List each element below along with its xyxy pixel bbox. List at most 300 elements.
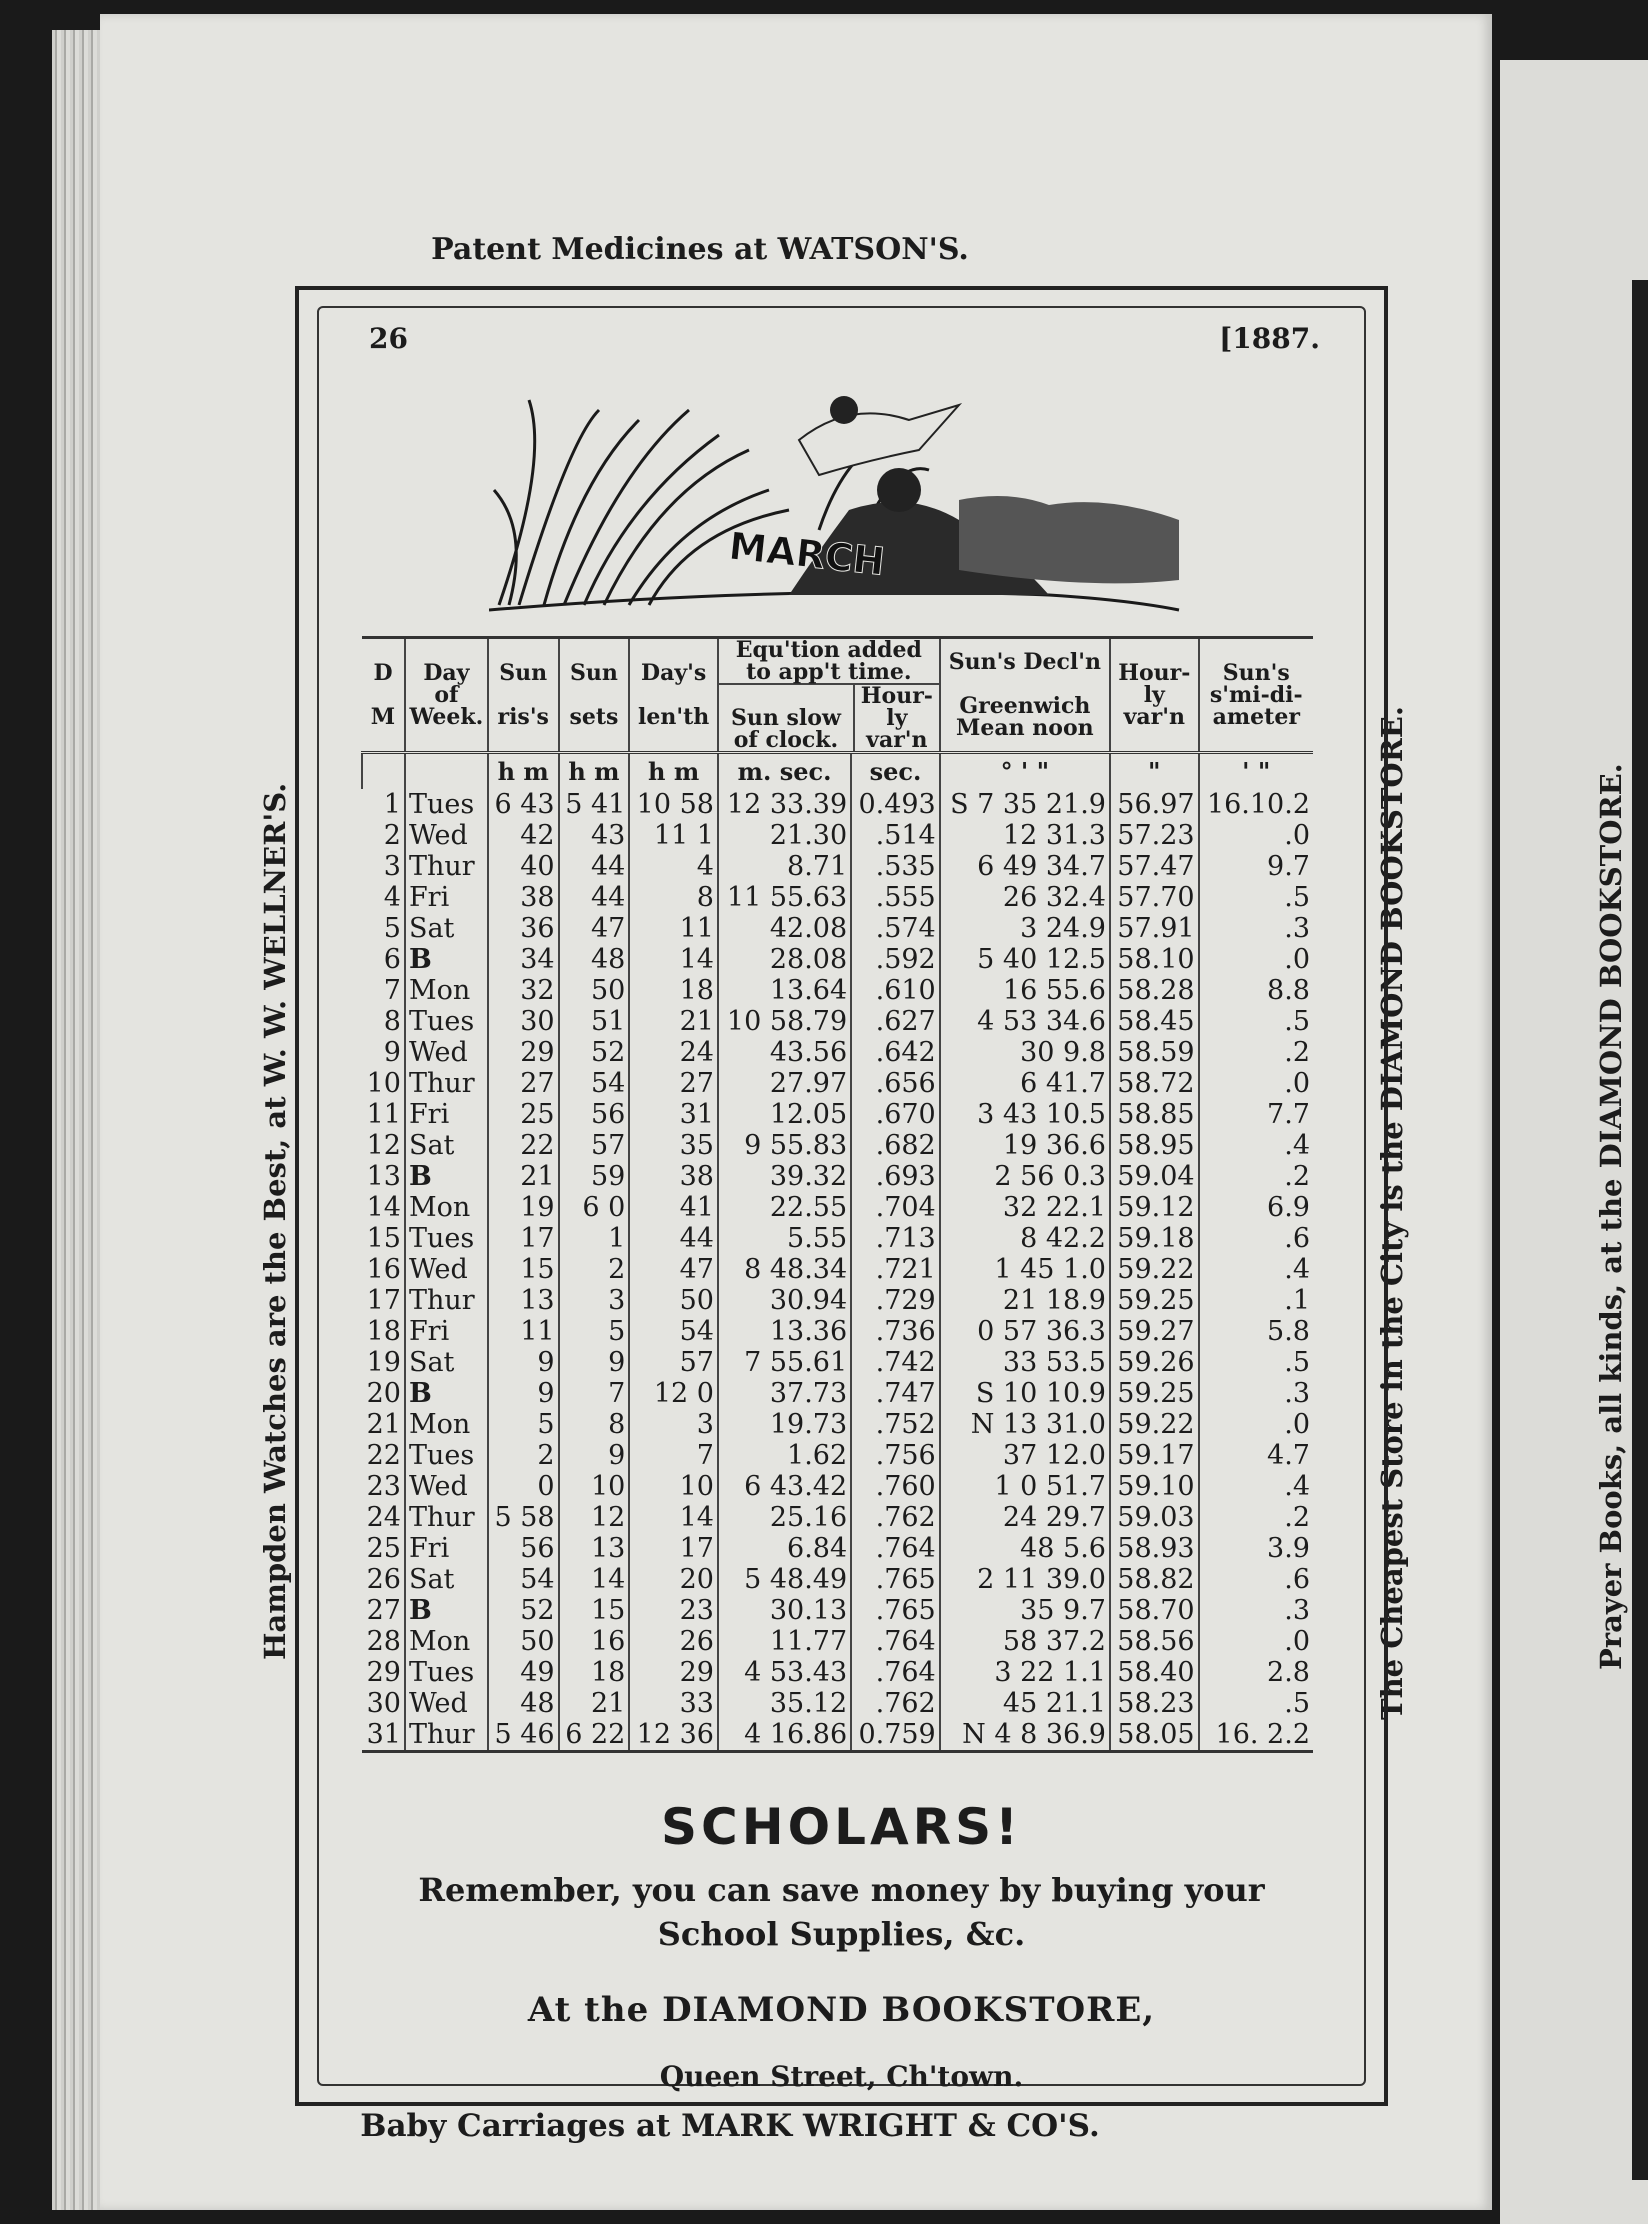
- decl-hourly-var-cell: 58.23: [1110, 1688, 1199, 1719]
- day-of-week-cell: Sat: [405, 1564, 488, 1595]
- sun-slow-cell: 6 43.42: [718, 1471, 851, 1502]
- sunrise-cell: 11: [488, 1316, 559, 1347]
- day-length-cell: 26: [629, 1626, 718, 1657]
- day-length-cell: 21: [629, 1006, 718, 1037]
- sunset-cell: 47: [559, 913, 630, 944]
- col-head-date: D M: [362, 638, 405, 753]
- col-head-declination: Sun's Decl'n Greenwich Mean noon: [940, 638, 1110, 753]
- day-of-month-cell: 6: [383, 944, 401, 975]
- day-of-week-cell: Thur: [405, 1502, 488, 1533]
- decl-hourly-var-cell: 56.97: [1110, 789, 1199, 820]
- semi-diameter-cell: 8.8: [1199, 975, 1313, 1006]
- decl-hourly-var-cell: 58.59: [1110, 1037, 1199, 1068]
- day-length-cell: 4: [629, 851, 718, 882]
- day-of-week-cell: Fri: [405, 1099, 488, 1130]
- day-of-month-cell: 2: [383, 820, 401, 851]
- day-length-cell: 14: [629, 1502, 718, 1533]
- eq-hourly-var-cell: .656: [851, 1068, 940, 1099]
- sun-slow-cell: 35.12: [718, 1688, 851, 1719]
- semi-diameter-cell: 3.9: [1199, 1533, 1313, 1564]
- decl-hourly-var-cell: 59.22: [1110, 1409, 1199, 1440]
- day-length-cell: 10: [629, 1471, 718, 1502]
- eq-hourly-var-cell: .721: [851, 1254, 940, 1285]
- sunrise-cell: 6 43: [488, 789, 559, 820]
- eq-hourly-var-cell: .742: [851, 1347, 940, 1378]
- sunset-cell: 59: [559, 1161, 630, 1192]
- table-row: [362, 1161, 1313, 1192]
- day-of-week-cell: Sat: [405, 913, 488, 944]
- decl-hourly-var-cell: 58.28: [1110, 975, 1199, 1006]
- decl-hourly-var-cell: 58.95: [1110, 1130, 1199, 1161]
- day-of-week-cell: Tues: [405, 1440, 488, 1471]
- semi-diameter-cell: .3: [1199, 913, 1313, 944]
- sunset-cell: 15: [559, 1595, 630, 1626]
- sunrise-cell: 42: [488, 820, 559, 851]
- semi-diameter-cell: .0: [1199, 1626, 1313, 1657]
- eq-hourly-var-cell: 0.493: [851, 789, 940, 820]
- declination-cell: 3 43 10.5: [940, 1099, 1110, 1130]
- day-of-week-cell: B: [405, 1378, 488, 1409]
- table-row: [362, 1254, 1313, 1285]
- sunrise-cell: 5: [488, 1409, 559, 1440]
- declination-cell: 3 22 1.1: [940, 1657, 1110, 1688]
- day-length-cell: 50: [629, 1285, 718, 1316]
- table-row: [362, 1347, 1313, 1378]
- semi-diameter-cell: 6.9: [1199, 1192, 1313, 1223]
- day-of-month-cell: 28: [366, 1626, 401, 1657]
- day-of-week-cell: Wed: [405, 1254, 488, 1285]
- decl-hourly-var-cell: 59.04: [1110, 1161, 1199, 1192]
- sunset-cell: 2: [559, 1254, 630, 1285]
- sunset-cell: 43: [559, 820, 630, 851]
- semi-diameter-cell: .4: [1199, 1130, 1313, 1161]
- day-length-cell: 23: [629, 1595, 718, 1626]
- day-of-month-cell: 18: [366, 1316, 401, 1347]
- declination-cell: 24 29.7: [940, 1502, 1110, 1533]
- sunset-cell: 57: [559, 1130, 630, 1161]
- day-of-month-cell: 27: [366, 1595, 401, 1626]
- table-row: [362, 851, 1313, 882]
- day-of-month-cell: 24: [366, 1502, 401, 1533]
- sunrise-cell: 13: [488, 1285, 559, 1316]
- sun-slow-cell: 13.36: [718, 1316, 851, 1347]
- decl-hourly-var-cell: 59.25: [1110, 1378, 1199, 1409]
- sunset-cell: 13: [559, 1533, 630, 1564]
- semi-diameter-cell: 16.10.2: [1199, 789, 1313, 820]
- table-row: [362, 1037, 1313, 1068]
- day-length-cell: 41: [629, 1192, 718, 1223]
- sunrise-cell: 34: [488, 944, 559, 975]
- semi-diameter-cell: .6: [1199, 1223, 1313, 1254]
- col-head-semidiameter: Sun's s'mi-di- ameter: [1199, 638, 1313, 753]
- semi-diameter-cell: 9.7: [1199, 851, 1313, 882]
- table-row: [362, 1316, 1313, 1347]
- day-of-week-cell: Tues: [405, 1006, 488, 1037]
- advert-store: At the DIAMOND BOOKSTORE,: [527, 1990, 1156, 2030]
- day-length-cell: 35: [629, 1130, 718, 1161]
- sunset-cell: 14: [559, 1564, 630, 1595]
- decl-hourly-var-cell: 59.18: [1110, 1223, 1199, 1254]
- sunrise-cell: 5 58: [488, 1502, 559, 1533]
- day-of-week-cell: Fri: [405, 882, 488, 913]
- table-row: [362, 820, 1313, 851]
- table-row: [362, 1502, 1313, 1533]
- sunset-cell: 8: [559, 1409, 630, 1440]
- sunrise-cell: 49: [488, 1657, 559, 1688]
- decl-hourly-var-cell: 59.12: [1110, 1192, 1199, 1223]
- day-of-month-cell: 26: [366, 1564, 401, 1595]
- declination-cell: 48 5.6: [940, 1533, 1110, 1564]
- declination-cell: 16 55.6: [940, 975, 1110, 1006]
- declination-cell: 12 31.3: [940, 820, 1110, 851]
- sun-slow-cell: 13.64: [718, 975, 851, 1006]
- decl-hourly-var-cell: 58.05: [1110, 1719, 1199, 1752]
- sunset-cell: 10: [559, 1471, 630, 1502]
- sunrise-cell: 40: [488, 851, 559, 882]
- decl-hourly-var-cell: 58.40: [1110, 1657, 1199, 1688]
- semi-diameter-cell: .5: [1199, 882, 1313, 913]
- sun-slow-cell: 37.73: [718, 1378, 851, 1409]
- day-of-week-cell: Sat: [405, 1130, 488, 1161]
- semi-diameter-cell: .2: [1199, 1037, 1313, 1068]
- eq-hourly-var-cell: .693: [851, 1161, 940, 1192]
- declination-cell: 58 37.2: [940, 1626, 1110, 1657]
- day-of-week-cell: B: [405, 944, 488, 975]
- declination-cell: 21 18.9: [940, 1285, 1110, 1316]
- semi-diameter-cell: .5: [1199, 1347, 1313, 1378]
- day-of-month-cell: 8: [383, 1006, 401, 1037]
- day-length-cell: 20: [629, 1564, 718, 1595]
- col-head-sunset: Sun sets: [559, 638, 630, 753]
- day-of-month-cell: 22: [366, 1440, 401, 1471]
- decl-hourly-var-cell: 57.23: [1110, 820, 1199, 851]
- declination-cell: 26 32.4: [940, 882, 1110, 913]
- semi-diameter-cell: 4.7: [1199, 1440, 1313, 1471]
- sunrise-cell: 50: [488, 1626, 559, 1657]
- day-of-week-cell: Wed: [405, 1688, 488, 1719]
- eq-hourly-var-cell: .765: [851, 1564, 940, 1595]
- decl-hourly-var-cell: 59.26: [1110, 1347, 1199, 1378]
- decl-hourly-var-cell: 58.72: [1110, 1068, 1199, 1099]
- day-length-cell: 33: [629, 1688, 718, 1719]
- sunrise-cell: 9: [488, 1347, 559, 1378]
- semi-diameter-cell: .4: [1199, 1254, 1313, 1285]
- eq-hourly-var-cell: .760: [851, 1471, 940, 1502]
- day-length-cell: 18: [629, 975, 718, 1006]
- sunset-cell: 54: [559, 1068, 630, 1099]
- eq-hourly-var-cell: .736: [851, 1316, 940, 1347]
- semi-diameter-cell: .1: [1199, 1285, 1313, 1316]
- decl-hourly-var-cell: 57.47: [1110, 851, 1199, 882]
- sunrise-cell: 30: [488, 1006, 559, 1037]
- sun-slow-cell: 25.16: [718, 1502, 851, 1533]
- sunrise-cell: 32: [488, 975, 559, 1006]
- day-of-week-cell: Fri: [405, 1533, 488, 1564]
- decl-hourly-var-cell: 59.17: [1110, 1440, 1199, 1471]
- sunset-cell: 9: [559, 1440, 630, 1471]
- sunrise-cell: 25: [488, 1099, 559, 1130]
- declination-cell: 3 24.9: [940, 913, 1110, 944]
- sun-slow-cell: 8 48.34: [718, 1254, 851, 1285]
- sun-slow-cell: 12.05: [718, 1099, 851, 1130]
- eq-hourly-var-cell: 0.759: [851, 1719, 940, 1752]
- table-row: [362, 1285, 1313, 1316]
- table-row: [362, 1378, 1313, 1409]
- declination-cell: 2 11 39.0: [940, 1564, 1110, 1595]
- semi-diameter-cell: .0: [1199, 944, 1313, 975]
- declination-cell: 30 9.8: [940, 1037, 1110, 1068]
- march-engraving: [489, 380, 1189, 620]
- table-row: [362, 1130, 1313, 1161]
- semi-diameter-cell: 2.8: [1199, 1657, 1313, 1688]
- sun-slow-cell: 9 55.83: [718, 1130, 851, 1161]
- day-length-cell: 3: [629, 1409, 718, 1440]
- sunset-cell: 52: [559, 1037, 630, 1068]
- sunrise-cell: 2: [488, 1440, 559, 1471]
- day-of-week-cell: Wed: [405, 1037, 488, 1068]
- table-row: [362, 975, 1313, 1006]
- sunset-cell: 6 22: [559, 1719, 630, 1752]
- sunset-cell: 48: [559, 944, 630, 975]
- eq-hourly-var-cell: .713: [851, 1223, 940, 1254]
- declination-cell: N 4 8 36.9: [940, 1719, 1110, 1752]
- sunrise-cell: 52: [488, 1595, 559, 1626]
- col-head-day: Day of Week.: [405, 638, 488, 753]
- day-of-week-cell: Mon: [405, 975, 488, 1006]
- day-of-week-cell: Mon: [405, 1192, 488, 1223]
- table-row: [362, 1068, 1313, 1099]
- eq-hourly-var-cell: .729: [851, 1285, 940, 1316]
- day-length-cell: 38: [629, 1161, 718, 1192]
- eq-hourly-var-cell: .704: [851, 1192, 940, 1223]
- sunrise-cell: 36: [488, 913, 559, 944]
- right-side-advert: The Cheapest Store in the City is the DIAMOND BOOKSTORE.: [1375, 706, 1409, 1720]
- declination-cell: 45 21.1: [940, 1688, 1110, 1719]
- day-length-cell: 8: [629, 882, 718, 913]
- eq-hourly-var-cell: .764: [851, 1533, 940, 1564]
- decl-hourly-var-cell: 59.22: [1110, 1254, 1199, 1285]
- sunrise-cell: 48: [488, 1688, 559, 1719]
- advert-address: Queen Street, Ch'town.: [659, 2060, 1024, 2093]
- sun-slow-cell: 10 58.79: [718, 1006, 851, 1037]
- table-row: [362, 1564, 1313, 1595]
- declination-cell: 1 45 1.0: [940, 1254, 1110, 1285]
- sunset-cell: 56: [559, 1099, 630, 1130]
- day-of-month-cell: 21: [366, 1409, 401, 1440]
- eq-hourly-var-cell: .764: [851, 1626, 940, 1657]
- day-of-month-cell: 31: [362, 1719, 405, 1752]
- day-of-week-cell: Wed: [405, 820, 488, 851]
- calendar-frame: [295, 286, 1388, 2106]
- day-length-cell: 7: [629, 1440, 718, 1471]
- decl-hourly-var-cell: 58.82: [1110, 1564, 1199, 1595]
- day-length-cell: 11: [629, 913, 718, 944]
- day-length-cell: 29: [629, 1657, 718, 1688]
- semi-diameter-cell: .2: [1199, 1161, 1313, 1192]
- decl-hourly-var-cell: 59.10: [1110, 1471, 1199, 1502]
- day-of-month-cell: 5: [383, 913, 401, 944]
- day-of-month-cell: 13: [366, 1161, 401, 1192]
- table-row: [362, 1192, 1313, 1223]
- almanac-rows: [362, 789, 1313, 1752]
- col-head-equation: Equ'tion added to app't time. Sun slow of clock. Hour- ly var'n: [718, 638, 940, 753]
- day-of-week-cell: Mon: [405, 1626, 488, 1657]
- decl-hourly-var-cell: 58.10: [1110, 944, 1199, 975]
- semi-diameter-cell: .5: [1199, 1006, 1313, 1037]
- declination-cell: S 7 35 21.9: [940, 789, 1110, 820]
- semi-diameter-cell: .3: [1199, 1595, 1313, 1626]
- day-of-month-cell: 9: [383, 1037, 401, 1068]
- sunset-cell: 7: [559, 1378, 630, 1409]
- day-of-week-cell: Tues: [405, 1223, 488, 1254]
- day-of-month-cell: 17: [366, 1285, 401, 1316]
- declination-cell: 19 36.6: [940, 1130, 1110, 1161]
- sunrise-cell: 56: [488, 1533, 559, 1564]
- table-row: [362, 913, 1313, 944]
- sunset-cell: 9: [559, 1347, 630, 1378]
- decl-hourly-var-cell: 58.45: [1110, 1006, 1199, 1037]
- day-of-month-cell: 25: [366, 1533, 401, 1564]
- sunrise-cell: 9: [488, 1378, 559, 1409]
- day-length-cell: 24: [629, 1037, 718, 1068]
- table-row: [362, 1688, 1313, 1719]
- day-of-month-cell: 12: [366, 1130, 401, 1161]
- sun-slow-cell: 11 55.63: [718, 882, 851, 913]
- day-length-cell: 12 36: [629, 1719, 718, 1752]
- day-of-month-cell: 19: [366, 1347, 401, 1378]
- day-length-cell: 14: [629, 944, 718, 975]
- day-length-cell: 57: [629, 1347, 718, 1378]
- declination-cell: S 10 10.9: [940, 1378, 1110, 1409]
- eq-hourly-var-cell: .535: [851, 851, 940, 882]
- sun-slow-cell: 39.32: [718, 1161, 851, 1192]
- sunset-cell: 44: [559, 882, 630, 913]
- engraving-month-title: MARCH: [726, 523, 887, 584]
- sunset-cell: 6 0: [559, 1192, 630, 1223]
- next-page-advert: Prayer Books, all kinds, at the DIAMOND BOOKSTORE.: [1594, 763, 1628, 1670]
- sunset-cell: 18: [559, 1657, 630, 1688]
- col-head-hourly-var: Hour- ly var'n: [1110, 638, 1199, 753]
- declination-cell: 4 53 34.6: [940, 1006, 1110, 1037]
- day-of-week-cell: Thur: [405, 851, 488, 882]
- sun-slow-cell: 27.97: [718, 1068, 851, 1099]
- declination-cell: 32 22.1: [940, 1192, 1110, 1223]
- semi-diameter-cell: .0: [1199, 1068, 1313, 1099]
- sunrise-cell: 29: [488, 1037, 559, 1068]
- day-of-week-cell: B: [405, 1161, 488, 1192]
- sunrise-cell: 0: [488, 1471, 559, 1502]
- sun-slow-cell: 12 33.39: [718, 789, 851, 820]
- day-of-week-cell: Mon: [405, 1409, 488, 1440]
- semi-diameter-cell: .6: [1199, 1564, 1313, 1595]
- eq-hourly-var-cell: .592: [851, 944, 940, 975]
- day-of-week-cell: Sat: [405, 1347, 488, 1378]
- units-row: h m h m h m m. sec. sec. ° ' " " ' ": [362, 753, 1313, 790]
- year-label: [1887.: [1219, 322, 1320, 355]
- day-of-week-cell: Thur: [405, 1068, 488, 1099]
- semi-diameter-cell: 5.8: [1199, 1316, 1313, 1347]
- sun-slow-cell: 1.62: [718, 1440, 851, 1471]
- semi-diameter-cell: .2: [1199, 1502, 1313, 1533]
- table-row: [362, 789, 1313, 820]
- eq-hourly-var-cell: .762: [851, 1688, 940, 1719]
- sunrise-cell: 17: [488, 1223, 559, 1254]
- day-of-month-cell: 10: [366, 1068, 401, 1099]
- day-of-month-cell: 16: [366, 1254, 401, 1285]
- decl-hourly-var-cell: 57.70: [1110, 882, 1199, 913]
- table-row: [362, 1223, 1313, 1254]
- day-of-week-cell: Thur: [405, 1285, 488, 1316]
- sun-slow-cell: 11.77: [718, 1626, 851, 1657]
- table-row: [362, 1471, 1313, 1502]
- eq-hourly-var-cell: .756: [851, 1440, 940, 1471]
- declination-cell: 0 57 36.3: [940, 1316, 1110, 1347]
- day-of-month-cell: 11: [366, 1099, 401, 1130]
- day-length-cell: 44: [629, 1223, 718, 1254]
- table-row: [362, 1533, 1313, 1564]
- day-length-cell: 11 1: [629, 820, 718, 851]
- sunrise-cell: 54: [488, 1564, 559, 1595]
- sun-slow-cell: 6.84: [718, 1533, 851, 1564]
- declination-cell: 33 53.5: [940, 1347, 1110, 1378]
- decl-hourly-var-cell: 58.70: [1110, 1595, 1199, 1626]
- day-of-month-cell: 15: [366, 1223, 401, 1254]
- semi-diameter-cell: 7.7: [1199, 1099, 1313, 1130]
- day-of-month-cell: 14: [366, 1192, 401, 1223]
- almanac-table: [361, 636, 1313, 1753]
- col-head-daylength: Day's len'th: [629, 638, 718, 753]
- sun-slow-cell: 28.08: [718, 944, 851, 975]
- declination-cell: 1 0 51.7: [940, 1471, 1110, 1502]
- declination-cell: 2 56 0.3: [940, 1161, 1110, 1192]
- sunrise-cell: 22: [488, 1130, 559, 1161]
- sun-slow-cell: 5 48.49: [718, 1564, 851, 1595]
- table-row: [362, 1006, 1313, 1037]
- sun-slow-cell: 42.08: [718, 913, 851, 944]
- sunset-cell: 21: [559, 1688, 630, 1719]
- day-of-month-cell: 20: [366, 1378, 401, 1409]
- page-number: 26: [369, 322, 408, 355]
- declination-cell: N 13 31.0: [940, 1409, 1110, 1440]
- semi-diameter-cell: .5: [1199, 1688, 1313, 1719]
- table-row: [362, 1719, 1313, 1752]
- sunset-cell: 51: [559, 1006, 630, 1037]
- decl-hourly-var-cell: 59.25: [1110, 1285, 1199, 1316]
- next-page-border: [1632, 280, 1648, 2180]
- eq-hourly-var-cell: .747: [851, 1378, 940, 1409]
- semi-diameter-cell: .3: [1199, 1378, 1313, 1409]
- table-row: [362, 944, 1313, 975]
- day-of-week-cell: Tues: [405, 789, 488, 820]
- eq-hourly-var-cell: .555: [851, 882, 940, 913]
- sunrise-cell: 27: [488, 1068, 559, 1099]
- decl-hourly-var-cell: 59.27: [1110, 1316, 1199, 1347]
- day-of-week-cell: Fri: [405, 1316, 488, 1347]
- left-side-advert: Hampden Watches are the Best, at W. W. WELLNER'S.: [258, 782, 292, 1660]
- eq-hourly-var-cell: .764: [851, 1657, 940, 1688]
- declination-cell: 8 42.2: [940, 1223, 1110, 1254]
- day-length-cell: 12 0: [629, 1378, 718, 1409]
- declination-cell: 35 9.7: [940, 1595, 1110, 1626]
- sunset-cell: 44: [559, 851, 630, 882]
- sunset-cell: 1: [559, 1223, 630, 1254]
- sunrise-cell: 21: [488, 1161, 559, 1192]
- sunset-cell: 12: [559, 1502, 630, 1533]
- table-row: [362, 1099, 1313, 1130]
- sunrise-cell: 38: [488, 882, 559, 913]
- table-row: [362, 1440, 1313, 1471]
- sunrise-cell: 15: [488, 1254, 559, 1285]
